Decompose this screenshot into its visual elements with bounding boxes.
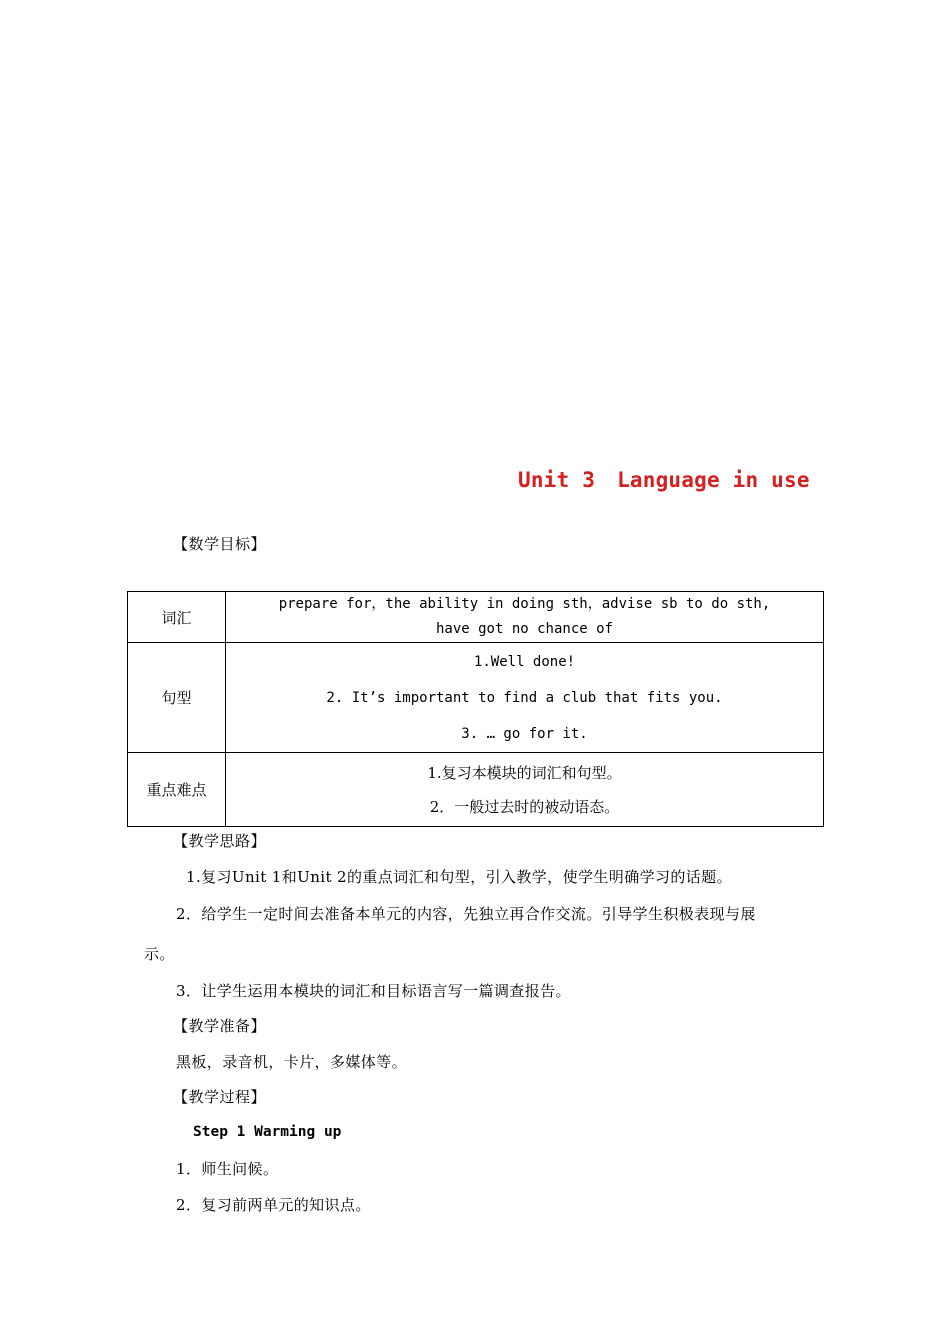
approach-item-1: 1.复习Unit 1和Unit 2的重点词汇和句型，引入教学，使学生明确学习的话题。 bbox=[186, 868, 732, 886]
sentence-pattern-1: 1.Well done! bbox=[473, 653, 576, 670]
teaching-objectives-table bbox=[127, 591, 824, 827]
process-item-2: 2．复习前两单元的知识点。 bbox=[176, 1196, 371, 1214]
teaching-objectives-heading: 【数学目标】 bbox=[173, 535, 267, 553]
vocabulary-line-2: have got no chance of bbox=[435, 621, 613, 637]
approach-item-3: 3．让学生运用本模块的词汇和目标语言写一篇调查报告。 bbox=[176, 982, 571, 1000]
preparation-text: 黑板，录音机，卡片，多媒体等。 bbox=[176, 1053, 408, 1071]
teaching-process-heading: 【教学过程】 bbox=[173, 1088, 267, 1106]
row-label-vocabulary: 词汇 bbox=[128, 592, 226, 643]
row-label-key-points: 重点难点 bbox=[128, 753, 226, 827]
sentence-patterns-cell bbox=[226, 643, 824, 753]
process-item-1: 1．师生问候。 bbox=[176, 1160, 279, 1178]
key-points-cell bbox=[226, 753, 824, 827]
key-point-1: 1.复习本模块的词汇和句型。 bbox=[427, 763, 622, 782]
teaching-preparation-heading: 【教学准备】 bbox=[173, 1017, 267, 1035]
unit-name: Language in use bbox=[617, 468, 810, 492]
vocabulary-cell bbox=[226, 592, 824, 643]
table-row-vocabulary bbox=[128, 592, 824, 643]
sentence-pattern-3: 3. … go for it. bbox=[461, 725, 588, 742]
key-point-2: 2．一般过去时的被动语态。 bbox=[429, 797, 620, 816]
page-title bbox=[518, 468, 810, 492]
table-row-sentence-patterns bbox=[128, 643, 824, 753]
vocabulary-line-1: prepare for，the ability in doing sth，advise sb to do sth, bbox=[278, 596, 771, 612]
sentence-pattern-2: 2. It’s important to find a club that fits you. bbox=[326, 689, 723, 706]
unit-number: Unit 3 bbox=[518, 468, 596, 492]
row-label-sentence-patterns: 句型 bbox=[128, 643, 226, 753]
table-row-key-points bbox=[128, 753, 824, 827]
teaching-approach-heading: 【教学思路】 bbox=[173, 832, 267, 850]
approach-item-2-line-1: 2．给学生一定时间去准备本单元的内容，先独立再合作交流。引导学生积极表现与展 bbox=[176, 905, 756, 923]
approach-item-2-line-2: 示。 bbox=[144, 945, 175, 963]
step-1-title: Step 1 Warming up bbox=[193, 1124, 342, 1140]
